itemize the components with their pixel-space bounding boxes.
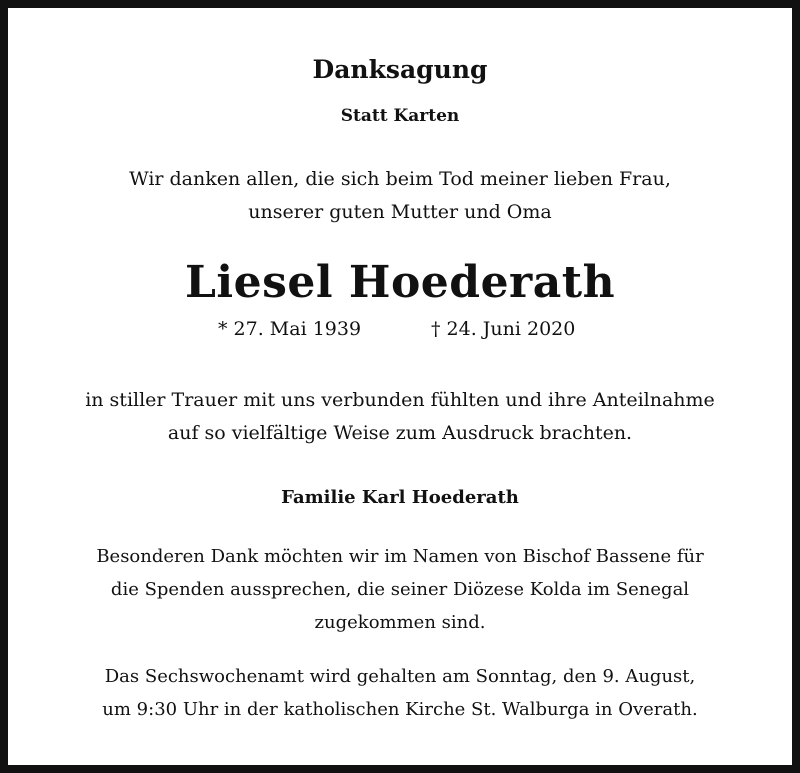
body-line-2: auf so vielfältige Weise zum Ausdruck brachten.: [167, 422, 633, 444]
deceased-name: Liesel Hoederath: [184, 257, 616, 308]
special-thanks-line-1: Besonderen Dank möchten wir im Namen von Bischof Bassene für: [96, 546, 704, 567]
special-thanks-line-3: zugekommen sind.: [314, 612, 486, 633]
mass-info-line-2: um 9:30 Uhr in der katholischen Kirche St. Walburga in Overath.: [102, 699, 698, 720]
birth-date: * 27. Mai 1939: [218, 318, 362, 340]
mass-info-line-1: Das Sechswochenamt wird gehalten am Sonntag, den 9. August,: [104, 666, 696, 687]
intro-line-1: Wir danken allen, die sich beim Tod meiner lieben Frau,: [129, 168, 671, 190]
intro-line-2: unserer guten Mutter und Oma: [248, 201, 552, 223]
notice-subtitle: Statt Karten: [340, 106, 460, 126]
special-thanks-line-2: die Spenden aussprechen, die seiner Diözese Kolda im Senegal: [110, 579, 690, 600]
death-date: † 24. Juni 2020: [431, 318, 576, 340]
notice-title: Danksagung: [312, 55, 488, 84]
family-signature: Familie Karl Hoederath: [281, 487, 519, 508]
body-line-1: in stiller Trauer mit uns verbunden fühlten und ihre Anteilnahme: [85, 389, 715, 411]
